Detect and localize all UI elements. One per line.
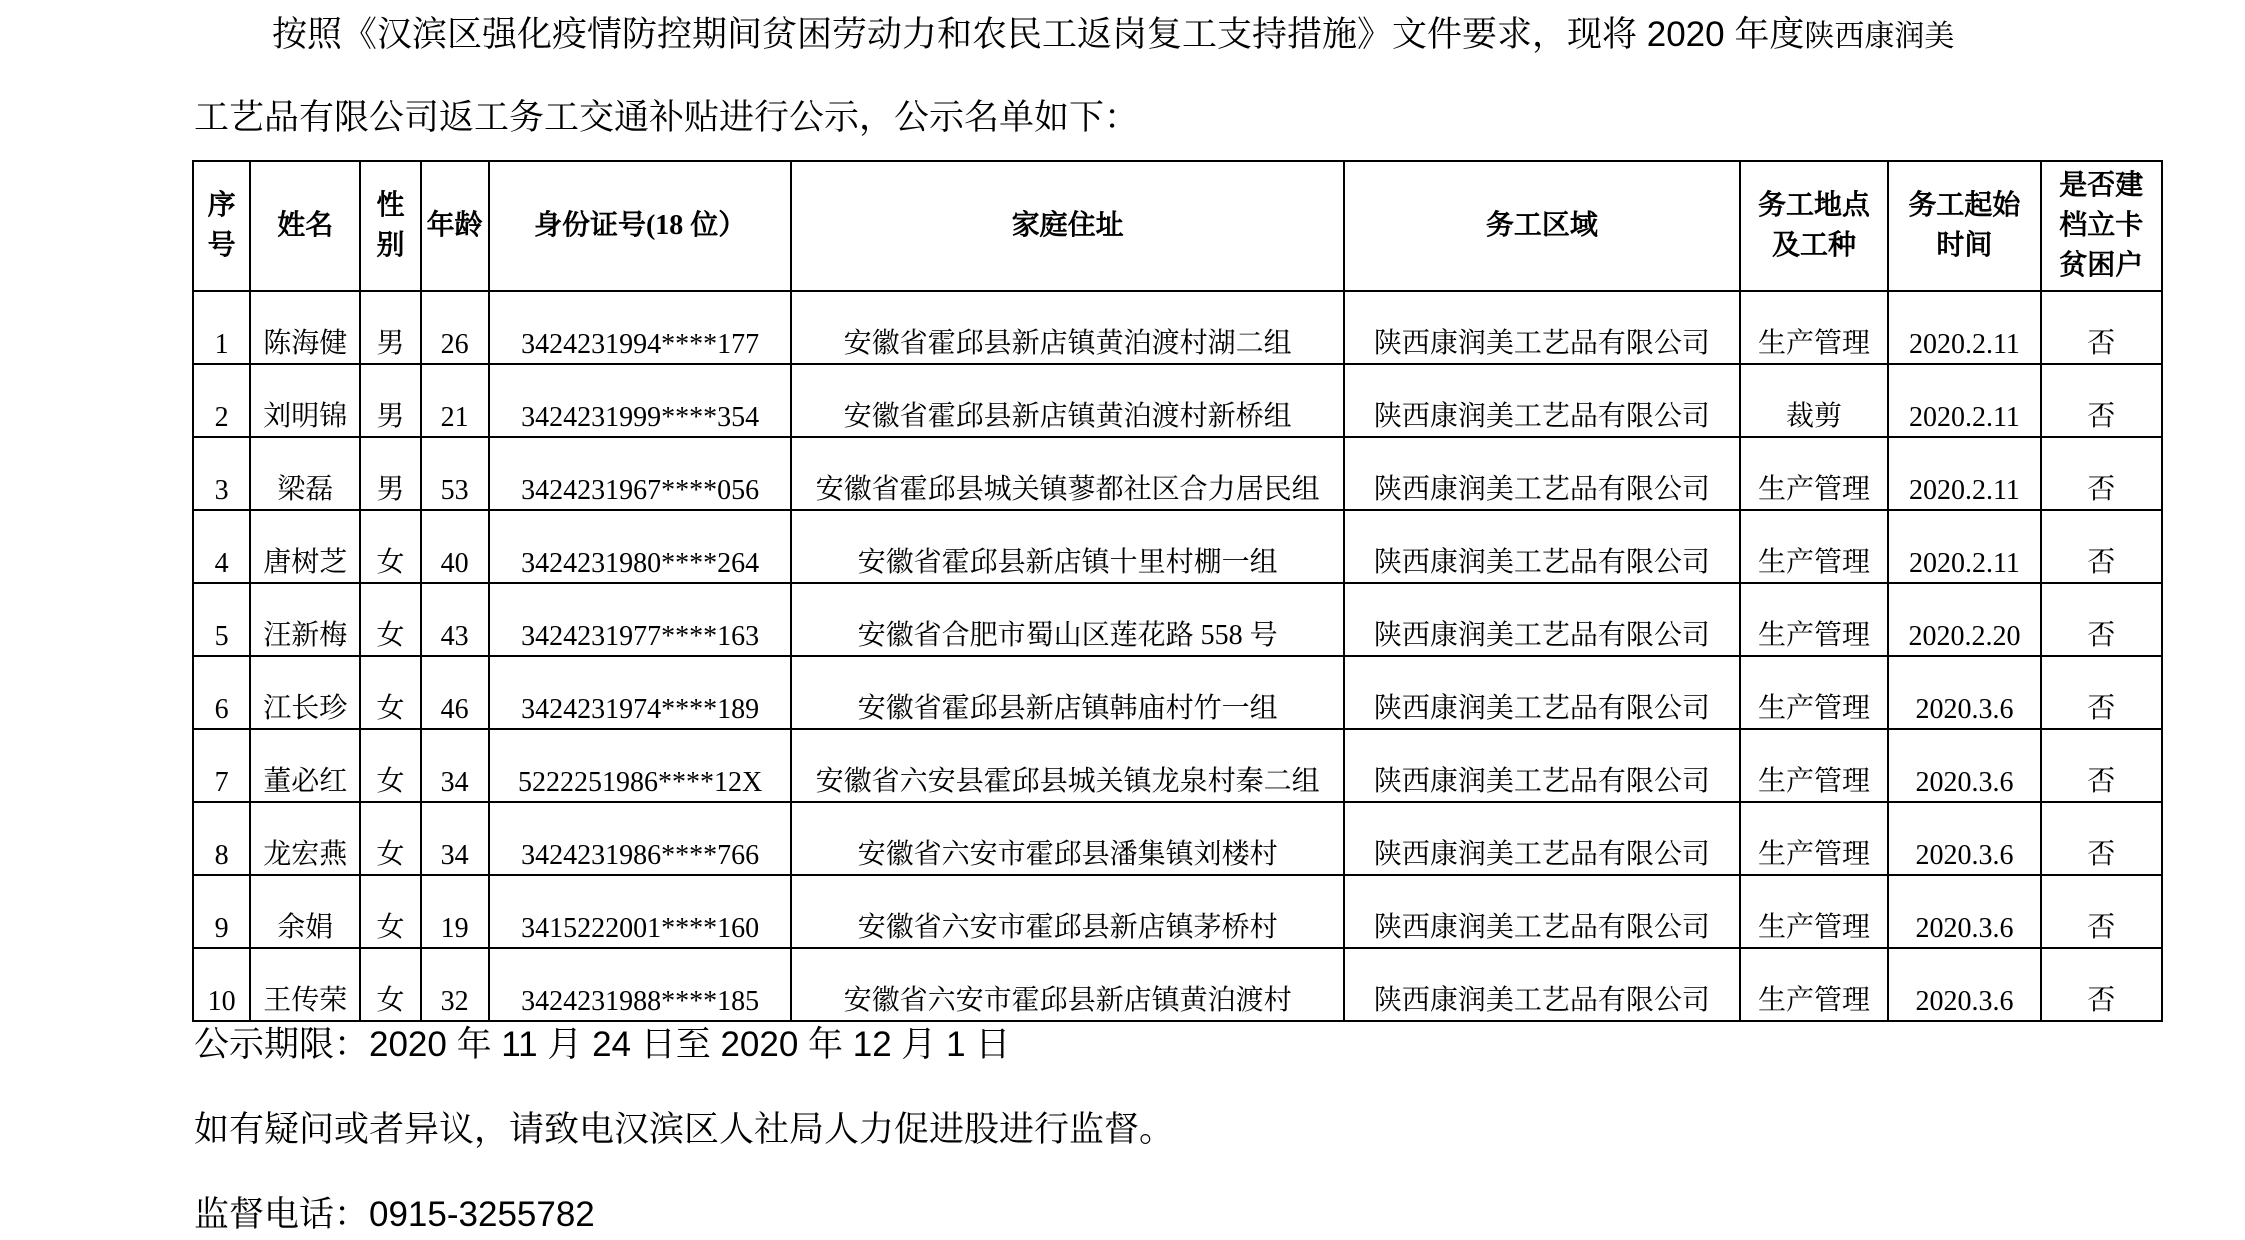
header-job: 务工地点及工种 bbox=[1740, 161, 1888, 291]
table-row bbox=[193, 364, 2162, 437]
cell-no: 6 bbox=[193, 656, 250, 729]
objection-note: 如有疑问或者异议，请致电汉滨区人社局人力促进股进行监督。 bbox=[194, 1110, 1175, 1149]
cell-name: 汪新梅 bbox=[250, 583, 360, 656]
cell-name: 唐树芝 bbox=[250, 510, 360, 583]
cell-address: 安徽省霍邱县新店镇黄泊渡村新桥组 bbox=[791, 364, 1343, 437]
cell-name: 刘明锦 bbox=[250, 364, 360, 437]
cell-gender: 男 bbox=[360, 291, 420, 364]
cell-poor: 否 bbox=[2041, 583, 2162, 656]
cell-poor: 否 bbox=[2041, 364, 2162, 437]
cell-no: 3 bbox=[193, 437, 250, 510]
cell-age: 26 bbox=[421, 291, 489, 364]
cell-age: 21 bbox=[421, 364, 489, 437]
cell-address: 安徽省霍邱县新店镇黄泊渡村湖二组 bbox=[791, 291, 1343, 364]
cell-job: 裁剪 bbox=[1740, 364, 1888, 437]
cell-no: 1 bbox=[193, 291, 250, 364]
cell-poor: 否 bbox=[2041, 875, 2162, 948]
cell-address: 安徽省霍邱县新店镇韩庙村竹一组 bbox=[791, 656, 1343, 729]
subsidy-roster-table bbox=[192, 160, 2163, 1022]
cell-start: 2020.3.6 bbox=[1888, 875, 2040, 948]
cell-address: 安徽省六安市霍邱县新店镇茅桥村 bbox=[791, 875, 1343, 948]
cell-age: 19 bbox=[421, 875, 489, 948]
cell-address: 安徽省六安市霍邱县潘集镇刘楼村 bbox=[791, 802, 1343, 875]
table-row bbox=[193, 729, 2162, 802]
header-gender: 性别 bbox=[360, 161, 420, 291]
cell-start: 2020.2.11 bbox=[1888, 510, 2040, 583]
cell-gender: 男 bbox=[360, 364, 420, 437]
header-id: 身份证号(18 位） bbox=[489, 161, 792, 291]
supervision-phone: 监督电话：0915-3255782 bbox=[194, 1195, 595, 1234]
cell-gender: 女 bbox=[360, 656, 420, 729]
cell-job: 生产管理 bbox=[1740, 729, 1888, 802]
cell-gender: 男 bbox=[360, 437, 420, 510]
cell-name: 陈海健 bbox=[250, 291, 360, 364]
cell-work-area: 陕西康润美工艺品有限公司 bbox=[1344, 510, 1740, 583]
cell-address: 安徽省霍邱县城关镇蓼都社区合力居民组 bbox=[791, 437, 1343, 510]
cell-job: 生产管理 bbox=[1740, 583, 1888, 656]
cell-job: 生产管理 bbox=[1740, 291, 1888, 364]
intro-paragraph-line1 bbox=[272, 10, 1954, 62]
cell-work-area: 陕西康润美工艺品有限公司 bbox=[1344, 437, 1740, 510]
cell-id: 3424231999****354 bbox=[489, 364, 792, 437]
cell-poor: 否 bbox=[2041, 437, 2162, 510]
cell-name: 江长珍 bbox=[250, 656, 360, 729]
cell-id: 3424231977****163 bbox=[489, 583, 792, 656]
cell-gender: 女 bbox=[360, 510, 420, 583]
cell-work-area: 陕西康润美工艺品有限公司 bbox=[1344, 729, 1740, 802]
cell-age: 46 bbox=[421, 656, 489, 729]
cell-work-area: 陕西康润美工艺品有限公司 bbox=[1344, 291, 1740, 364]
cell-age: 43 bbox=[421, 583, 489, 656]
header-work-area: 务工区域 bbox=[1344, 161, 1740, 291]
cell-job: 生产管理 bbox=[1740, 510, 1888, 583]
cell-start: 2020.3.6 bbox=[1888, 948, 2040, 1021]
cell-no: 2 bbox=[193, 364, 250, 437]
cell-no: 4 bbox=[193, 510, 250, 583]
cell-start: 2020.3.6 bbox=[1888, 729, 2040, 802]
cell-no: 9 bbox=[193, 875, 250, 948]
cell-poor: 否 bbox=[2041, 802, 2162, 875]
cell-age: 34 bbox=[421, 802, 489, 875]
cell-poor: 否 bbox=[2041, 291, 2162, 364]
header-no: 序号 bbox=[193, 161, 250, 291]
cell-start: 2020.3.6 bbox=[1888, 802, 2040, 875]
cell-poor: 否 bbox=[2041, 729, 2162, 802]
cell-address: 安徽省合肥市蜀山区莲花路 558 号 bbox=[791, 583, 1343, 656]
cell-name: 梁磊 bbox=[250, 437, 360, 510]
cell-job: 生产管理 bbox=[1740, 875, 1888, 948]
cell-address: 安徽省霍邱县新店镇十里村棚一组 bbox=[791, 510, 1343, 583]
cell-work-area: 陕西康润美工艺品有限公司 bbox=[1344, 656, 1740, 729]
cell-poor: 否 bbox=[2041, 948, 2162, 1021]
table-row bbox=[193, 510, 2162, 583]
cell-id: 3424231994****177 bbox=[489, 291, 792, 364]
table-row bbox=[193, 291, 2162, 364]
cell-id: 3424231974****189 bbox=[489, 656, 792, 729]
cell-id: 3424231986****766 bbox=[489, 802, 792, 875]
cell-address: 安徽省六安县霍邱县城关镇龙泉村秦二组 bbox=[791, 729, 1343, 802]
table-row bbox=[193, 948, 2162, 1021]
cell-name: 王传荣 bbox=[250, 948, 360, 1021]
table-row bbox=[193, 583, 2162, 656]
cell-id: 5222251986****12X bbox=[489, 729, 792, 802]
cell-gender: 女 bbox=[360, 948, 420, 1021]
table-row bbox=[193, 875, 2162, 948]
cell-name: 龙宏燕 bbox=[250, 802, 360, 875]
cell-start: 2020.2.11 bbox=[1888, 291, 2040, 364]
cell-age: 40 bbox=[421, 510, 489, 583]
cell-id: 3424231988****185 bbox=[489, 948, 792, 1021]
cell-no: 8 bbox=[193, 802, 250, 875]
cell-work-area: 陕西康润美工艺品有限公司 bbox=[1344, 802, 1740, 875]
cell-gender: 女 bbox=[360, 802, 420, 875]
table-row bbox=[193, 656, 2162, 729]
cell-poor: 否 bbox=[2041, 510, 2162, 583]
intro-company-start: 陕西康润美 bbox=[1804, 20, 1955, 53]
cell-job: 生产管理 bbox=[1740, 437, 1888, 510]
cell-job: 生产管理 bbox=[1740, 948, 1888, 1021]
intro-paragraph-line2: 工艺品有限公司返工务工交通补贴进行公示，公示名单如下： bbox=[194, 98, 1140, 137]
cell-work-area: 陕西康润美工艺品有限公司 bbox=[1344, 875, 1740, 948]
cell-name: 余娟 bbox=[250, 875, 360, 948]
cell-start: 2020.2.11 bbox=[1888, 364, 2040, 437]
intro-main-text: 按照《汉滨区强化疫情防控期间贫困劳动力和农民工返岗复工支持措施》文件要求，现将 2020 年度 bbox=[272, 15, 1805, 54]
cell-age: 34 bbox=[421, 729, 489, 802]
cell-gender: 女 bbox=[360, 583, 420, 656]
header-name: 姓名 bbox=[250, 161, 360, 291]
cell-id: 3424231980****264 bbox=[489, 510, 792, 583]
cell-no: 5 bbox=[193, 583, 250, 656]
cell-id: 3424231967****056 bbox=[489, 437, 792, 510]
table-row bbox=[193, 802, 2162, 875]
cell-gender: 女 bbox=[360, 875, 420, 948]
cell-job: 生产管理 bbox=[1740, 802, 1888, 875]
cell-start: 2020.3.6 bbox=[1888, 656, 2040, 729]
header-poor: 是否建档立卡贫困户 bbox=[2041, 161, 2162, 291]
cell-id: 3415222001****160 bbox=[489, 875, 792, 948]
cell-job: 生产管理 bbox=[1740, 656, 1888, 729]
cell-age: 53 bbox=[421, 437, 489, 510]
cell-no: 7 bbox=[193, 729, 250, 802]
cell-start: 2020.2.20 bbox=[1888, 583, 2040, 656]
publicity-period: 公示期限：2020 年 11 月 24 日至 2020 年 12 月 1 日 bbox=[194, 1025, 1011, 1064]
cell-age: 32 bbox=[421, 948, 489, 1021]
header-address: 家庭住址 bbox=[791, 161, 1343, 291]
table-row bbox=[193, 437, 2162, 510]
cell-work-area: 陕西康润美工艺品有限公司 bbox=[1344, 948, 1740, 1021]
cell-work-area: 陕西康润美工艺品有限公司 bbox=[1344, 364, 1740, 437]
cell-name: 董必红 bbox=[250, 729, 360, 802]
header-age: 年龄 bbox=[421, 161, 489, 291]
table-header-row bbox=[193, 161, 2162, 291]
cell-work-area: 陕西康润美工艺品有限公司 bbox=[1344, 583, 1740, 656]
cell-start: 2020.2.11 bbox=[1888, 437, 2040, 510]
cell-gender: 女 bbox=[360, 729, 420, 802]
cell-poor: 否 bbox=[2041, 656, 2162, 729]
cell-address: 安徽省六安市霍邱县新店镇黄泊渡村 bbox=[791, 948, 1343, 1021]
cell-no: 10 bbox=[193, 948, 250, 1021]
header-start: 务工起始时间 bbox=[1888, 161, 2040, 291]
